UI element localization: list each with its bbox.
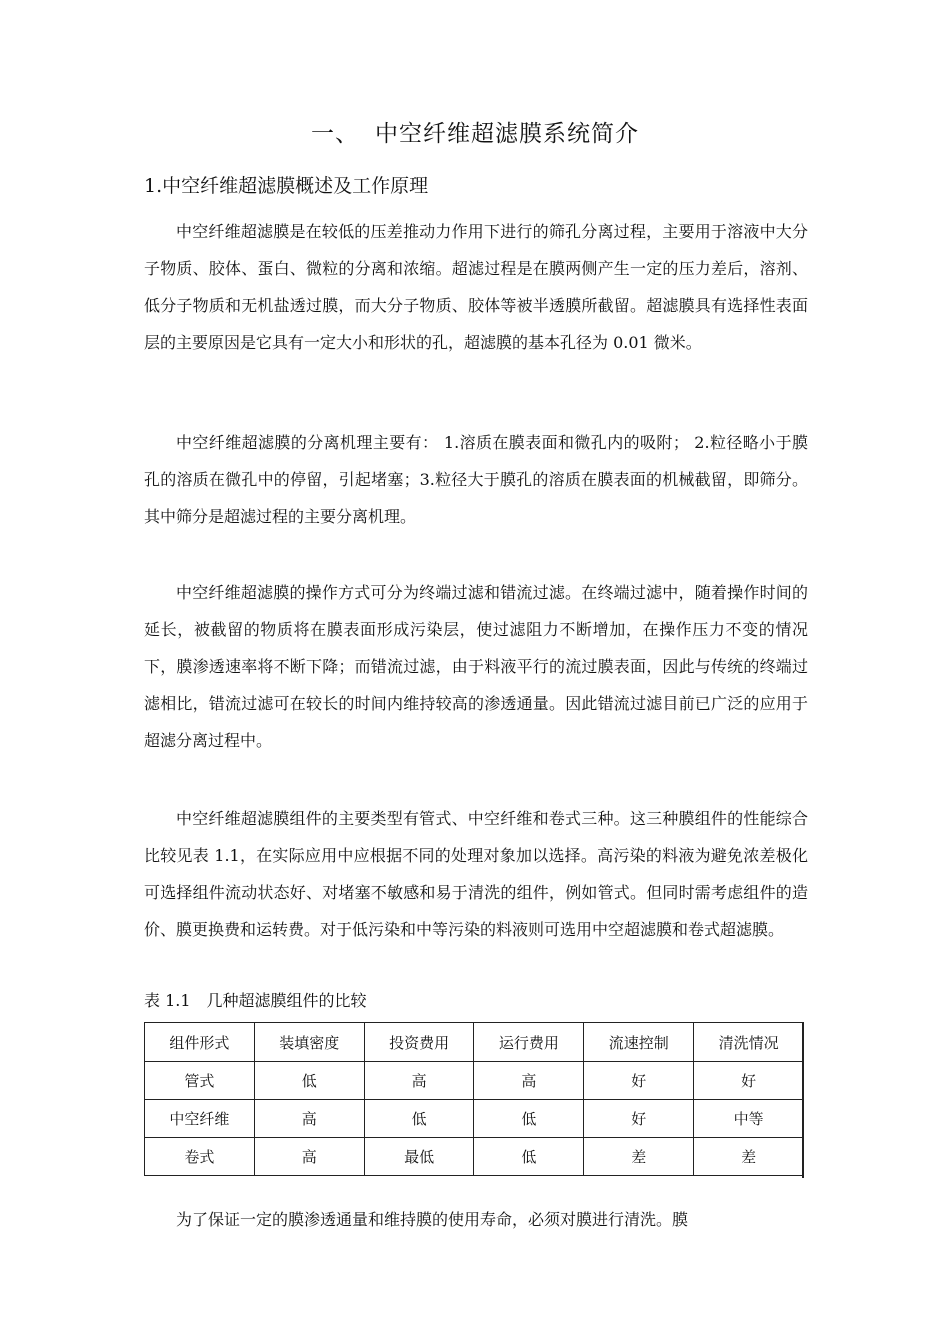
- section-heading: 1.中空纤维超滤膜概述及工作原理: [144, 175, 429, 197]
- comparison-table: [144, 1022, 804, 1176]
- table-row: [145, 1100, 804, 1138]
- table-header-cell: 清洗情况: [694, 1023, 804, 1062]
- title-text: 中空纤维超滤膜系统简介: [375, 121, 639, 147]
- table-cell: 好: [584, 1100, 694, 1138]
- table-cell: 中空纤维: [145, 1100, 255, 1138]
- table-right-border: [802, 1022, 804, 1178]
- table-header-cell: 运行费用: [474, 1023, 584, 1062]
- paragraph-module-types: 中空纤维超滤膜组件的主要类型有管式、中空纤维和卷式三种。这三种膜组件的性能综合比较见表 1.1，在实际应用中应根据不同的处理对象加以选择。高污染的料液为避免浓差极化可选择组件流动状态好、对堵塞不敏感和易于清洗的组件，例如管式。但同时需考虑组件的造价、膜更换费和运转费。对于低污染和中等污染的料液则可选用中空超滤膜和卷式超滤膜。: [144, 809, 808, 939]
- table-cell: 好: [584, 1062, 694, 1100]
- paragraph-cleaning: 为了保证一定的膜渗透通量和维持膜的使用寿命，必须对膜进行清洗。膜: [176, 1210, 689, 1229]
- table-cell: 卷式: [145, 1138, 255, 1176]
- table-cell: 低: [254, 1062, 364, 1100]
- table-header-cell: 装填密度: [254, 1023, 364, 1062]
- paragraph-operation-mode: 中空纤维超滤膜的操作方式可分为终端过滤和错流过滤。在终端过滤中，随着操作时间的延长，被截留的物质将在膜表面形成污染层，使过滤阻力不断增加，在操作压力不变的情况下，膜渗透速率将不断下降；而错流过滤，由于料液平行的流过膜表面，因此与传统的终端过滤相比，错流过滤可在较长的时间内维持较高的渗透通量。因此错流过滤目前已广泛的应用于超滤分离过程中。: [144, 583, 808, 750]
- table-cell: 低: [364, 1100, 474, 1138]
- table-row: [145, 1062, 804, 1100]
- table-cell: 高: [474, 1062, 584, 1100]
- table-row: [145, 1138, 804, 1176]
- table-cell: 高: [254, 1100, 364, 1138]
- table-header-cell: 组件形式: [145, 1023, 255, 1062]
- table-header-row: [145, 1023, 804, 1062]
- table-caption-label: 表 1.1: [144, 991, 191, 1010]
- table-cell: 差: [584, 1138, 694, 1176]
- paragraph-mechanism: 中空纤维超滤膜的分离机理主要有： 1.溶质在膜表面和微孔内的吸附； 2.粒径略小于膜孔的溶质在微孔中的停留，引起堵塞；3.粒径大于膜孔的溶质在膜表面的机械截留，即筛分。其中筛分是超滤过程的主要分离机理。: [144, 433, 808, 526]
- table-cell: 最低: [364, 1138, 474, 1176]
- table-caption-text: 几种超滤膜组件的比较: [206, 991, 367, 1010]
- table-cell: 管式: [145, 1062, 255, 1100]
- paragraph-overview: 中空纤维超滤膜是在较低的压差推动力作用下进行的筛孔分离过程，主要用于溶液中大分子物质、胶体、蛋白、微粒的分离和浓缩。超滤过程是在膜两侧产生一定的压力差后，溶剂、低分子物质和无机盐透过膜，而大分子物质、胶体等被半透膜所截留。超滤膜具有选择性表面层的主要原因是它具有一定大小和形状的孔，超滤膜的基本孔径为 0.01 微米。: [144, 222, 808, 352]
- page-title: [0, 117, 950, 151]
- table-cell: 低: [474, 1100, 584, 1138]
- table-cell: 高: [364, 1062, 474, 1100]
- table-cell: 中等: [694, 1100, 804, 1138]
- title-number: 一、: [311, 121, 359, 147]
- table-caption: [144, 986, 367, 1016]
- table-cell: 好: [694, 1062, 804, 1100]
- table-cell: 高: [254, 1138, 364, 1176]
- table-header-cell: 流速控制: [584, 1023, 694, 1062]
- table-header-cell: 投资费用: [364, 1023, 474, 1062]
- table-cell: 差: [694, 1138, 804, 1176]
- table-cell: 低: [474, 1138, 584, 1176]
